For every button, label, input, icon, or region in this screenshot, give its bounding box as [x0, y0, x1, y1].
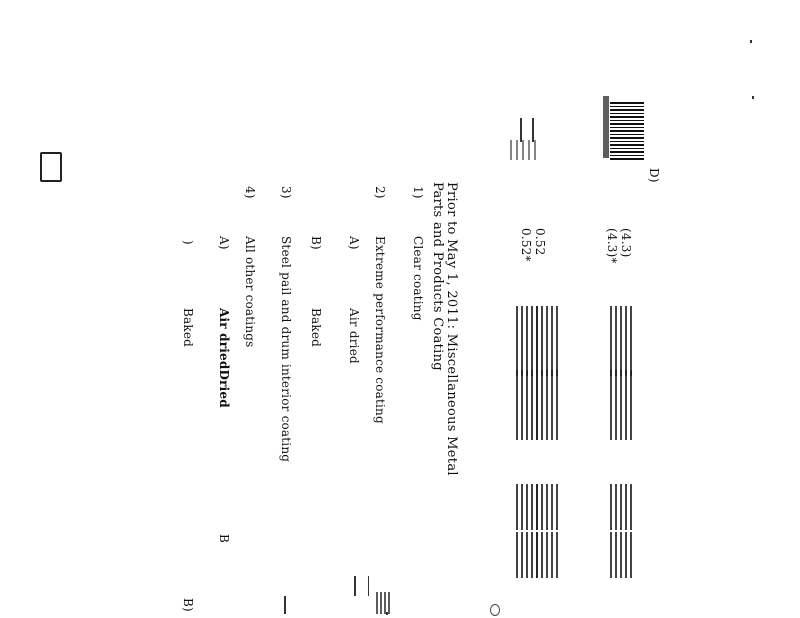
table-cell-noise: [516, 484, 538, 530]
table-cell-noise: [610, 306, 632, 376]
scan-mark: [354, 576, 369, 596]
stray-letter-b: B: [217, 534, 231, 544]
section-heading-line1: Prior to May 1, 2011: Miscellaneous Metal: [444, 182, 459, 476]
item-label-extreme-performance: Extreme performance coating: [373, 236, 387, 424]
table-cell-noise: [536, 532, 558, 578]
subitem-letter-a-2: A): [217, 236, 231, 250]
section-heading-line2: Parts and Products Coating: [430, 182, 445, 371]
scan-mark: [376, 592, 390, 614]
subitem-label-baked: Baked: [309, 308, 323, 348]
item-number-3: 3): [279, 186, 293, 199]
item-number-2: 2): [373, 186, 387, 199]
scan-mark: [40, 152, 62, 182]
subitem-letter-b-2: ): [181, 240, 195, 245]
item-label-clear-coating: Clear coating: [411, 236, 425, 321]
scan-mark: [520, 118, 534, 142]
scan-speck: [386, 612, 388, 615]
table-cell-noise: [516, 370, 538, 440]
scan-barcode-artifact: [610, 100, 644, 160]
subitem-label-baked-2: Baked: [181, 308, 195, 348]
scan-speck: [752, 96, 754, 99]
table-cell-noise: [536, 484, 558, 530]
value-0-52: 0.52: [533, 228, 547, 256]
table-cell-noise: [610, 532, 632, 578]
scan-mark: [284, 596, 296, 614]
scan-blotch: [603, 96, 609, 158]
subitem-letter-a: A): [347, 236, 361, 250]
item-letter-d: D): [647, 168, 661, 183]
table-cell-noise: [536, 306, 558, 376]
table-cell-noise: [610, 484, 632, 530]
table-cell-noise: [610, 370, 632, 440]
value-0-52-star: 0.52*: [519, 228, 533, 262]
scan-mark: [490, 604, 500, 616]
value-4-3: (4.3): [619, 228, 633, 258]
item-number-4: 4): [243, 186, 257, 199]
value-4-3-star: (4.3)*: [605, 228, 619, 264]
table-cell-noise: [516, 306, 538, 376]
scan-mark: [510, 140, 540, 160]
item-label-steel-pail: Steel pail and drum interior coating: [279, 236, 293, 463]
item-label-all-other: All other coatings: [243, 236, 257, 348]
item-number-1: 1): [411, 186, 425, 199]
stray-letter-b-paren: B): [181, 598, 195, 612]
subitem-label-air-dried: Air dried: [347, 308, 361, 364]
subitem-label-air-dried-2: Air driedDried: [217, 308, 231, 408]
table-cell-noise: [536, 370, 558, 440]
subitem-letter-b: B): [309, 236, 323, 250]
table-cell-noise: [516, 532, 538, 578]
scan-speck: [750, 40, 752, 43]
